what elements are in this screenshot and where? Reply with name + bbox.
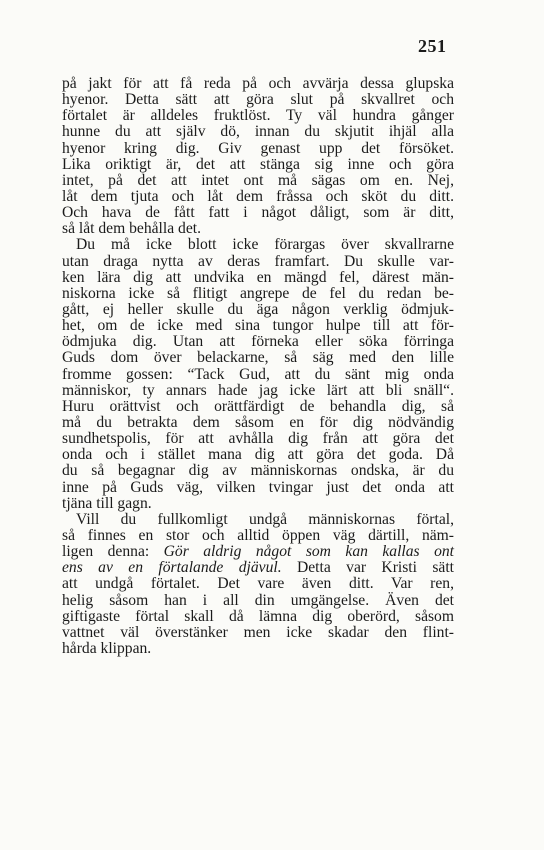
text-line: människor, ty annars hade jag icke lärt att bli snäll“. [62, 381, 454, 399]
text-line: Du må icke blott icke förargas över skvallrarne [76, 236, 454, 254]
italic-phrase: ens av en förtalande djävul. [62, 559, 282, 577]
text-line: hyenor kring dig. Giv genast upp det försöket. [62, 139, 454, 157]
text-line: Guds dom över belackarne, så säg med den lille [62, 349, 454, 367]
text-line: Och hava de fått fatt i något dåligt, som är ditt, [62, 204, 454, 222]
text-line: må du betrakta dem såsom en för dig nödvändig [62, 413, 454, 431]
text-line: vattnet väl överstänker men icke skadar den flint- [62, 623, 454, 641]
text-line-lead: ligen denna: [62, 543, 164, 561]
text-line: hunne du att själv dö, innan du skjutit ihjäl alla [62, 123, 454, 141]
text-line: hyenor. Detta sätt att göra slut på skvallret och [62, 91, 454, 109]
text-line: gått, ej heller skulle du äga någon verklig ödmjuk- [62, 300, 454, 318]
text-line: låt dem tjuta och låt dem fråssa och sköt du ditt. [62, 187, 454, 205]
text-line: ken lära dig att undvika en mängd fel, därest män- [62, 268, 454, 286]
text-line: giftigaste förtal skall då lämna dig oberörd, såsom [62, 607, 454, 625]
text-line: utan draga nytta av deras framfart. Du skulle var- [62, 252, 454, 270]
text-line: fromme gossen: “Tack Gud, att du sänt mig onda [62, 365, 454, 383]
text-line: på jakt för att få reda på och avvärja dessa glupska [62, 75, 454, 92]
text-line: intet, på det att intet ont må sägas om en. Nej, [62, 171, 454, 189]
text-line: niskorna icke så flitigt angrepe de fel du redan be- [62, 284, 454, 302]
text-line: inne på Guds väg, vilken tvingar just det onda att [62, 478, 454, 496]
text-line [62, 560, 454, 576]
text-line: att undgå förtalet. Det vare även ditt. Var ren, [62, 575, 454, 593]
text-line: hårda klippan. [62, 639, 152, 657]
text-line: tjäna till gagn. [62, 494, 152, 512]
body-text [62, 76, 454, 657]
italic-phrase: Gör aldrig något som kan kallas ont [163, 543, 455, 561]
text-line: helig såsom han i all din umgängelse. Även det [62, 591, 454, 609]
text-line [62, 544, 454, 560]
page-number: 251 [418, 36, 447, 56]
text-line-tail: Detta var Kristi sätt [281, 559, 454, 577]
text-line: Vill du fullkomligt undgå människornas förtal, [76, 510, 454, 528]
text-line: onda och i stället mana dig att göra det goda. Då [62, 446, 454, 464]
text-line: Huru orättvist och orättfärdigt de behandla dig, så [62, 397, 454, 415]
text-line: het, om de icke med sina tungor hulpe till att för- [62, 317, 454, 335]
text-line: ödmjuka dig. Utan att förneka eller söka förringa [62, 333, 454, 351]
text-line: du så begagnar dig av människornas ondska, är du [62, 462, 454, 480]
text-line: så låt dem behålla det. [62, 220, 201, 238]
text-line: sundhetspolis, för att avhålla dig från att göra det [62, 430, 454, 448]
text-line: så finnes en stor och alltid öppen väg därtill, näm- [62, 526, 454, 544]
text-line: Lika oriktigt är, det att stänga sig inne och göra [62, 155, 454, 173]
text-line: förtalet är alldeles fruktlöst. Ty väl hundra gånger [62, 107, 454, 125]
